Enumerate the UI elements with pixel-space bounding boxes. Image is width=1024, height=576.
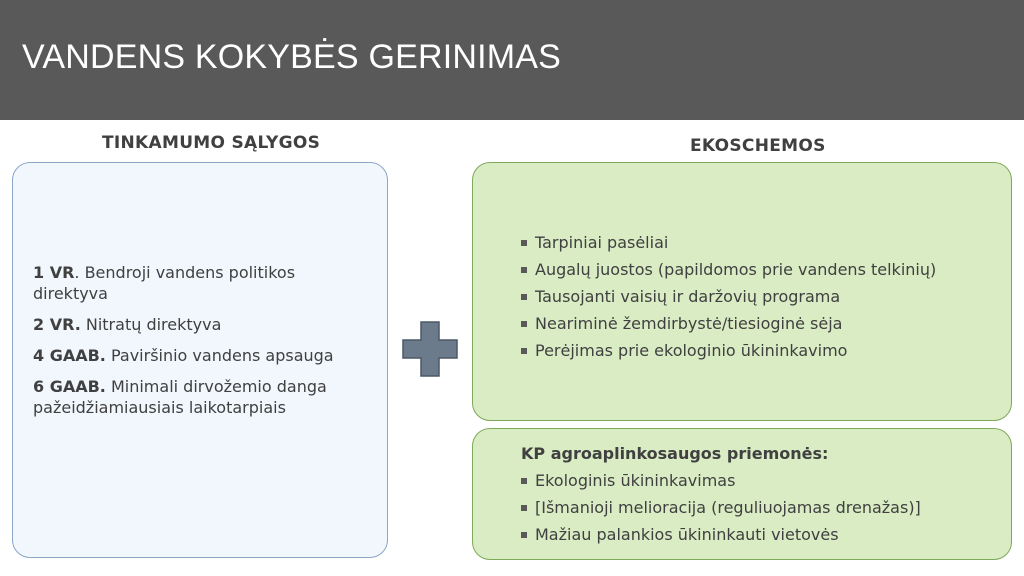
eligibility-heading: TINKAMUMO SĄLYGOS [102,133,321,153]
bullet-icon [521,348,527,354]
condition-text: Nitratų direktyva [80,315,222,334]
condition-code: 2 VR. [33,315,81,334]
condition-code: 6 GAAB. [33,377,106,396]
list-item [521,524,1001,545]
condition-code: 1 VR [33,263,75,282]
bullet-icon [521,532,527,538]
plus-icon [402,321,458,377]
condition-item [33,262,373,304]
condition-code: 4 GAAB. [33,346,106,365]
slide-title: VANDENS KOKYBĖS GERINIMAS [22,38,562,76]
list-item-text: [Išmanioji melioracija (reguliuojamas drenažas)] [535,498,921,517]
list-item-text: Neariminė žemdirbystė/tiesioginė sėja [535,314,843,333]
list-item-text: Tarpiniai pasėliai [535,233,669,252]
condition-item [33,345,373,366]
bullet-icon [521,478,527,484]
bullet-icon [521,267,527,273]
bullet-icon [521,294,527,300]
bullet-icon [521,505,527,511]
measures-title: KP agroaplinkosaugos priemonės: [521,444,829,463]
list-item-text: Perėjimas prie ekologinio ūkininkavimo [535,341,848,360]
list-item-text: Tausojanti vaisių ir daržovių programa [535,287,841,306]
eligibility-conditions-box [12,162,388,558]
bullet-icon [521,321,527,327]
agri-environment-measures-box [472,428,1012,560]
list-item [521,470,1001,491]
bullet-icon [521,240,527,246]
title-bar [0,0,1024,120]
list-item [521,497,1001,518]
condition-text: . Bendroji vandens politikos direktyva [33,263,296,303]
condition-item [33,376,373,418]
ecoschemes-heading: EKOSCHEMOS [690,136,826,156]
list-item [521,232,941,253]
list-item [521,286,941,307]
measures-list [521,470,1001,551]
condition-item [33,314,373,335]
ecoschemes-list [521,232,941,367]
list-item-text: Mažiau palankios ūkininkauti vietovės [535,525,839,544]
condition-text: Minimali dirvožemio danga pažeidžiamiausiais laikotarpiais [33,377,327,417]
eligibility-list [33,262,373,428]
condition-text: Paviršinio vandens apsauga [105,346,334,365]
list-item-text: Ekologinis ūkininkavimas [535,471,736,490]
list-item [521,313,941,334]
ecoschemes-box [472,162,1012,421]
list-item-text: Augalų juostos (papildomos prie vandens telkinių) [535,260,937,279]
list-item [521,340,941,361]
list-item [521,259,941,280]
